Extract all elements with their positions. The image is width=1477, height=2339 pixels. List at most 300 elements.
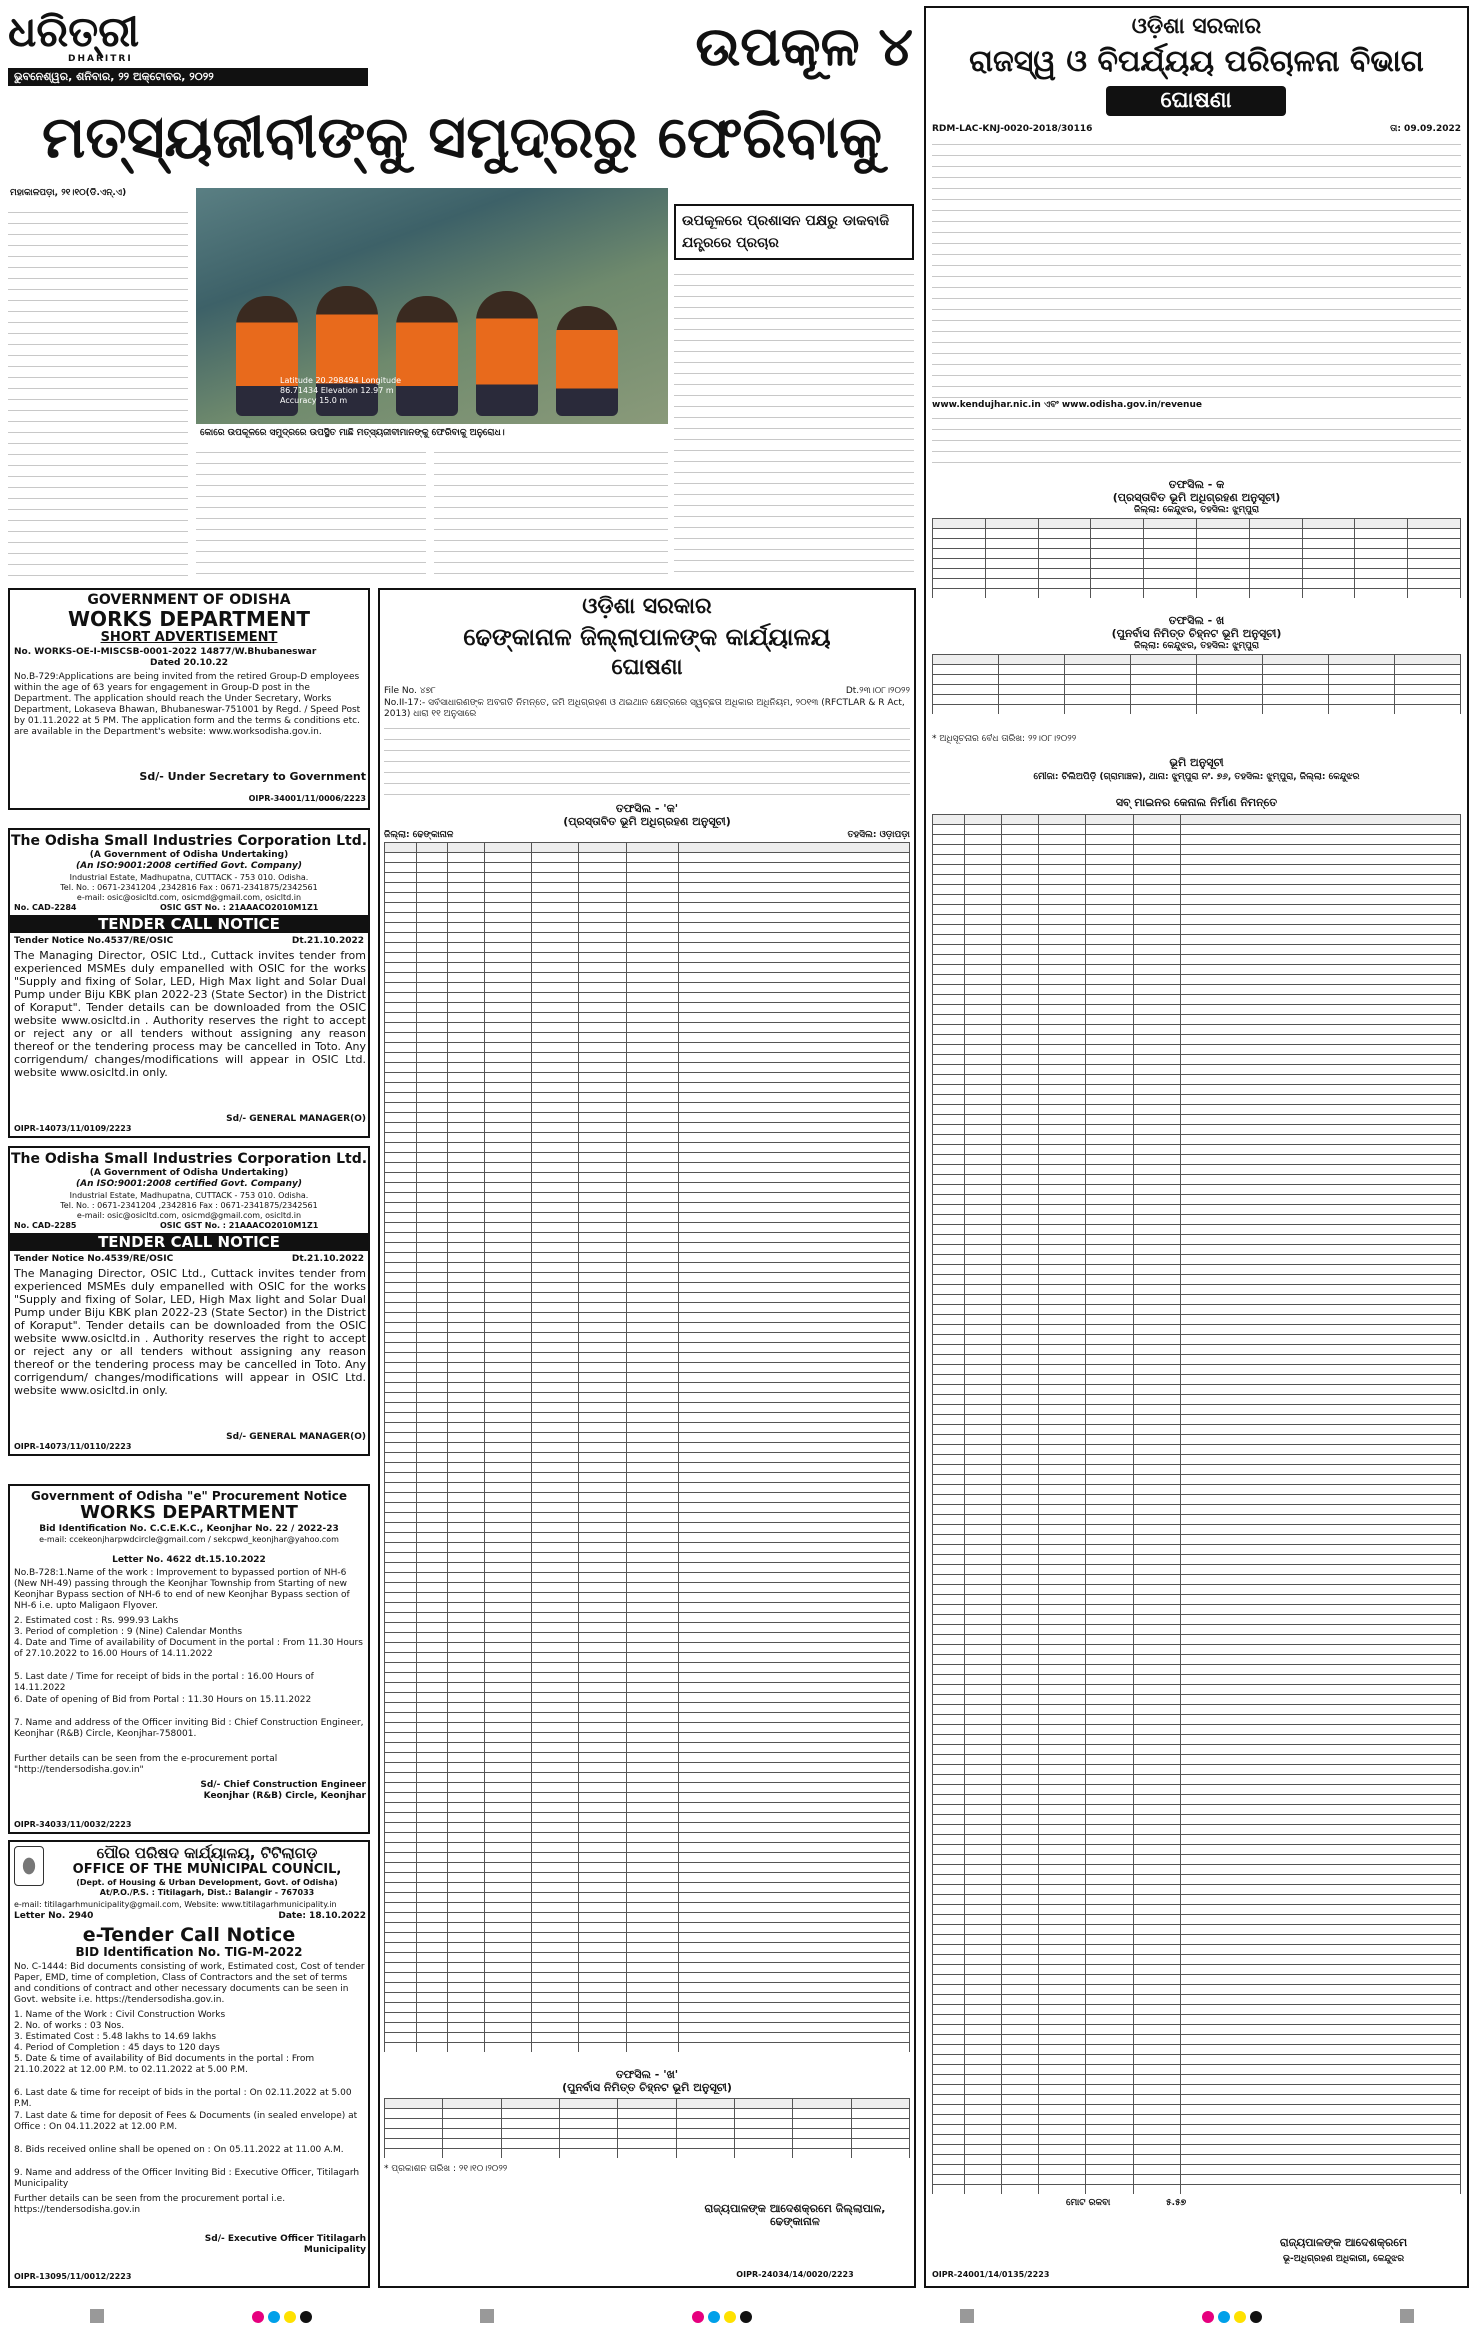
table-cell [964,1515,1001,1525]
table-cell [964,1405,1001,1415]
table-cell [1086,865,1134,875]
table-cell [579,1533,626,1543]
table-cell [626,1163,679,1173]
table-cell [448,1233,485,1243]
table-cell [484,1223,531,1233]
table-cell [679,1003,910,1013]
table-cell [1133,1295,1181,1305]
table-cell [1181,1545,1461,1555]
table-row [385,1853,910,1863]
table-row [385,1493,910,1503]
table-cell [532,883,579,893]
table-cell [1038,1905,1086,1915]
table-cell [964,955,1001,965]
table-cell [1133,1675,1181,1685]
table-row [385,1363,910,1373]
table-cell [1181,1165,1461,1175]
table-cell [679,1563,910,1573]
person-figure [476,291,538,416]
table-cell [579,1463,626,1473]
table-cell [1181,1505,1461,1515]
table-cell [964,1765,1001,1775]
table-row [933,1085,1461,1095]
table-cell [1001,1915,1038,1925]
dept-heading: WORKS DEPARTMENT [68,608,310,630]
table-cell [1001,1105,1038,1115]
table-row [933,655,1461,665]
table-cell [1001,2055,1038,2065]
table-cell [484,1213,531,1223]
table-cell [532,1243,579,1253]
table-row [933,825,1461,835]
table-row [385,1903,910,1913]
table-cell [1086,1455,1134,1465]
table-cell [1091,519,1144,529]
table-cell [1133,2185,1181,2195]
table-cell [999,665,1065,675]
table-cell [679,2023,910,2033]
table-cell [532,1893,579,1903]
osic-address: Industrial Estate, Madhupatna, CUTTACK - 753 010. Odisha. [69,1191,309,1200]
table-cell [964,1955,1001,1965]
table-cell [484,1873,531,1883]
table-cell [1086,2075,1134,2085]
table-cell [579,1273,626,1283]
table-cell [679,1703,910,1713]
table-cell [579,1963,626,1973]
table-cell [1133,1505,1181,1515]
table-cell [1181,1105,1461,1115]
table-cell [1086,1145,1134,1155]
table-cell [964,1215,1001,1225]
table-cell [448,1083,485,1093]
table-cell [933,1905,965,1915]
table-cell [385,1503,417,1513]
land-table-kh [384,2098,910,2158]
osic-gst: OSIC GST No. : 21AAACO2010M1Z1 [160,903,319,912]
table-cell [579,1703,626,1713]
table-cell [1001,1935,1038,1945]
registration-block [480,2308,494,2327]
table-cell [679,1863,910,1873]
table-cell [626,983,679,993]
table-cell [626,1683,679,1693]
table-cell [532,1693,579,1703]
table-cell [933,1985,965,1995]
table-row [385,1773,910,1783]
table-cell [933,845,965,855]
table-cell [964,2005,1001,2015]
table-cell [679,1593,910,1603]
table-cell [1038,1045,1086,1055]
table-row [385,1413,910,1423]
table-cell [626,1033,679,1043]
table-cell [933,1365,965,1375]
table-cell [964,2115,1001,2125]
table-cell [964,1655,1001,1665]
table-cell [579,1073,626,1083]
table-cell [579,1823,626,1833]
table-row [933,519,1461,529]
table-cell [484,1383,531,1393]
table-cell [484,983,531,993]
table-cell [448,1653,485,1663]
table-cell [933,519,986,529]
table-cell [1001,1925,1038,1935]
table-cell [679,1143,910,1153]
table-cell [1181,1845,1461,1855]
table-cell [532,1543,579,1553]
osic-tel: Tel. No. : 0671-2341204 ,2342816 Fax : 0671-2341875/2342561 [60,883,318,892]
table-cell [448,1723,485,1733]
table-cell [1038,905,1086,915]
table-cell [1329,665,1395,675]
table-cell [579,1133,626,1143]
table-cell [1001,1545,1038,1555]
table-cell [385,1623,417,1633]
table-cell [1133,1255,1181,1265]
table-cell [1133,1795,1181,1805]
table-row [933,1145,1461,1155]
table-cell [626,953,679,963]
table-cell [626,1603,679,1613]
table-cell [964,1785,1001,1795]
table-cell [385,1243,417,1253]
table-row [933,1885,1461,1895]
table-cell [559,2139,617,2149]
table-cell [1408,579,1461,589]
table-cell [1086,925,1134,935]
table-cell [933,1585,965,1595]
table-cell [1038,1975,1086,1985]
table-cell [484,1803,531,1813]
municipal-odia: ପୌର ପରିଷଦ କାର୍ଯ୍ୟାଳୟ, ଟିଟିଲାଗଡ଼ [96,1844,318,1862]
table-cell [964,1735,1001,1745]
table-cell [1181,1185,1461,1195]
table-cell [626,1563,679,1573]
table-cell [1133,935,1181,945]
table-cell [793,2119,851,2129]
table-cell [1086,1725,1134,1735]
table-row [933,1095,1461,1105]
table-cell [1181,1535,1461,1545]
table-cell [416,983,448,993]
table-cell [1395,695,1461,705]
table-cell [532,1223,579,1233]
table-cell [933,1275,965,1285]
table-cell [448,1933,485,1943]
table-cell [1302,529,1355,539]
table-cell [626,973,679,983]
table-cell [1133,1415,1181,1425]
table-cell [1133,1895,1181,1905]
table-cell [1133,915,1181,925]
table-cell [532,1993,579,2003]
table-cell [385,1463,417,1473]
table-cell [985,589,1038,599]
table-cell [1001,1605,1038,1615]
table-cell [626,1353,679,1363]
table-cell [385,2043,417,2053]
table-cell [484,2013,531,2023]
table-cell [618,2119,676,2129]
table-cell [532,893,579,903]
table-cell [1038,1505,1086,1515]
newspaper-logo: ଧରିତ୍ରୀ [8,7,140,56]
table-cell [1133,855,1181,865]
rev-acquisition-table [932,518,1461,598]
table-cell [484,1753,531,1763]
table-cell [679,1403,910,1413]
table-row [933,1045,1461,1055]
notice-ref: No.II-17:- ସର୍ବସାଧାରଣଙ୍କ ଅବଗତି ନିମନ୍ତେ, ଜମି ଅଧିଗ୍ରହଣ ଓ ଥଇଥାନ କ୍ଷେତ୍ରରେ ସ୍ୱଚ୍ଛତା ଅଧିକାର ଅଧିନିୟମ, ୨୦୧୩ (RFCTLAR & R Act, 2013) ଧାରା ୧୧ ଅନୁସାରେ [384,698,905,719]
rev-project: ସବ୍ ମାଇନର କେନାଲ ନିର୍ମାଣ ନିମନ୍ତେ [1115,796,1278,809]
table-row [385,1133,910,1143]
table-cell [1181,1745,1461,1755]
table-cell [385,1013,417,1023]
revenue-dept: ରାଜସ୍ୱ ଓ ବିପର୍ଯ୍ୟୟ ପରିଚାଳନା ବିଭାଗ [969,44,1424,79]
table-cell [1038,915,1086,925]
table-cell [1133,1755,1181,1765]
table-row [933,1905,1461,1915]
table-cell [484,1563,531,1573]
table-cell [1091,579,1144,589]
table-row [933,1585,1461,1595]
sidebar-heading: ଉପକୂଳରେ ପ୍ରଶାସନ ପକ୍ଷରୁ ଡାକବାଜି ଯନ୍ତ୍ରରେ ପ୍ରଚାର [682,213,890,251]
rev-schedule-title: ଭୂମି ଅନୁସୂଚୀ [1169,756,1224,769]
osic-email: e-mail: osic@osicltd.com, osicmd@gmail.com, osicltd.in [76,893,302,902]
table-cell [1001,1245,1038,1255]
table-cell [1181,2175,1461,2185]
table-cell [1001,905,1038,915]
osic-sub: (A Government of Odisha Undertaking) [89,850,289,860]
table-cell [933,1475,965,1485]
table-cell [1086,1775,1134,1785]
table-cell [626,1203,679,1213]
table-cell [1133,1745,1181,1755]
office-heading: ଢେଙ୍କାନାଳ ଜିଲ୍ଲାପାଳଙ୍କ କାର୍ଯ୍ୟାଳୟ [463,623,831,651]
table-cell [448,893,485,903]
table-cell [964,2065,1001,2075]
table-cell [933,1265,965,1275]
table-cell [385,2023,417,2033]
table-cell [679,1523,910,1533]
table-cell [532,1573,579,1583]
table-cell [1086,1785,1134,1795]
table-cell [626,1913,679,1923]
table-cell [679,1153,910,1163]
table-cell [626,993,679,1003]
table-cell [1133,1115,1181,1125]
table-cell [484,1443,531,1453]
table-cell [964,915,1001,925]
table-cell [579,1173,626,1183]
table-row [385,1923,910,1933]
table-cell [579,1183,626,1193]
table-cell [1001,895,1038,905]
table-cell [579,1833,626,1843]
table-cell [964,1165,1001,1175]
table-cell [1181,1465,1461,1475]
osic-tel: Tel. No. : 0671-2341204 ,2342816 Fax : 0671-2341875/2342561 [60,1201,318,1210]
table-row [933,1615,1461,1625]
table-cell [1001,1905,1038,1915]
table-cell [1181,2035,1461,2045]
table-cell [1001,2155,1038,2165]
table-cell [416,973,448,983]
table-cell [679,1343,910,1353]
table-cell [679,1033,910,1043]
table-cell [1181,1885,1461,1895]
etender-item: 9. Name and address of the Officer Inviting Bid : Executive Officer, Titilagarh Municipality [14,2168,360,2189]
table-cell [1086,1165,1134,1175]
table-row [385,903,910,913]
table-cell [1086,1635,1134,1645]
table-cell [679,2013,910,2023]
table-row [385,2003,910,2013]
table-cell [1038,1795,1086,1805]
table-cell [1001,2065,1038,2075]
table-cell [964,965,1001,975]
table-cell [1001,2165,1038,2175]
table-cell [679,1013,910,1023]
table-cell [1086,1735,1134,1745]
municipal-address: At/P.O./P.S. : Titilagarh, Dist.: Balangir - 767033 [99,1888,315,1897]
table-cell [1086,1995,1134,2005]
table-cell [1181,2025,1461,2035]
table-cell [679,1063,910,1073]
table-cell [448,1113,485,1123]
table-cell [1001,865,1038,875]
table-cell [1086,2155,1134,2165]
table-cell [579,1203,626,1213]
table-cell [1086,1155,1134,1165]
table-cell [532,1073,579,1083]
table-cell [1181,1325,1461,1335]
table-cell [416,1223,448,1233]
table-cell [416,1593,448,1603]
table-cell [1086,1675,1134,1685]
table-cell [933,1575,965,1585]
eproc-item: 4. Date and Time of availability of Document in the portal : From 11.30 Hours of 27.10.2022 to 16.00 Hours of 14.11.2022 [14,1638,363,1659]
table-cell [1086,1235,1134,1245]
table-cell [385,1233,417,1243]
table-cell [448,1183,485,1193]
table-cell [1038,1125,1086,1135]
table-cell [579,963,626,973]
table-cell [1038,1645,1086,1655]
table-cell [385,1043,417,1053]
table-cell [484,923,531,933]
table-cell [448,2013,485,2023]
table-cell [385,1693,417,1703]
table-row [933,915,1461,925]
table-cell [626,1613,679,1623]
table-cell [416,1333,448,1343]
table-cell [484,1573,531,1583]
table-cell [385,1313,417,1323]
table-row [385,1653,910,1663]
table-cell [933,1435,965,1445]
table-row [933,1695,1461,1705]
etender-item: 4. Period of Completion : 45 days to 120 days [14,2043,220,2053]
table-cell [579,1373,626,1383]
table-cell [626,1653,679,1663]
table-row [933,965,1461,975]
table-cell [626,1823,679,1833]
table-cell [1086,915,1134,925]
table-cell [484,1613,531,1623]
rev-table-k-title: ତଫସିଲ - କ [1168,478,1225,491]
table-cell [532,1373,579,1383]
table-cell [579,893,626,903]
table-cell [1133,1835,1181,1845]
table-cell [1181,2145,1461,2155]
etender-code: OIPR-13095/11/0012/2223 [14,2272,132,2281]
table-cell [1038,1765,1086,1775]
table-cell [385,2033,417,2043]
table-cell [416,1693,448,1703]
table-cell [933,1115,965,1125]
table-cell [626,1383,679,1393]
table-cell [385,1613,417,1623]
table-cell [933,549,986,559]
table-cell [1133,1735,1181,1745]
table-cell [1038,519,1091,529]
table-cell [1086,835,1134,845]
table-cell [484,1723,531,1733]
table-cell [484,933,531,943]
table-cell [1181,945,1461,955]
table-cell [1038,1145,1086,1155]
table-cell [385,1743,417,1753]
table-cell [579,1433,626,1443]
table-cell [1133,1705,1181,1715]
table-cell [1086,1545,1134,1555]
table-cell [626,1853,679,1863]
table-cell [933,935,965,945]
table-cell [1181,1195,1461,1205]
table-row [385,1253,910,1263]
table-cell [734,2129,792,2139]
table-cell [626,1403,679,1413]
table-row [933,1035,1461,1045]
table-cell [964,1905,1001,1915]
table-cell [1038,1485,1086,1495]
table-cell [532,1563,579,1573]
table-cell [1133,1515,1181,1525]
table-cell [385,1823,417,1833]
table-cell [484,1783,531,1793]
table-cell [1038,1425,1086,1435]
table-row [933,1175,1461,1185]
table-cell [416,1393,448,1403]
table-cell [933,1105,965,1115]
table-cell [933,1135,965,1145]
table-cell [484,1163,531,1173]
table-cell [1181,1675,1461,1685]
table-row [933,1855,1461,1865]
table-cell [626,1983,679,1993]
file-no: File No. ୪୭୮ [384,686,436,696]
table-cell [679,1083,910,1093]
table-cell [484,1673,531,1683]
table-cell [448,1853,485,1863]
table-cell [626,1863,679,1873]
table-cell [933,2075,965,2085]
table-cell [1181,1895,1461,1905]
table-cell [1038,2045,1086,2055]
